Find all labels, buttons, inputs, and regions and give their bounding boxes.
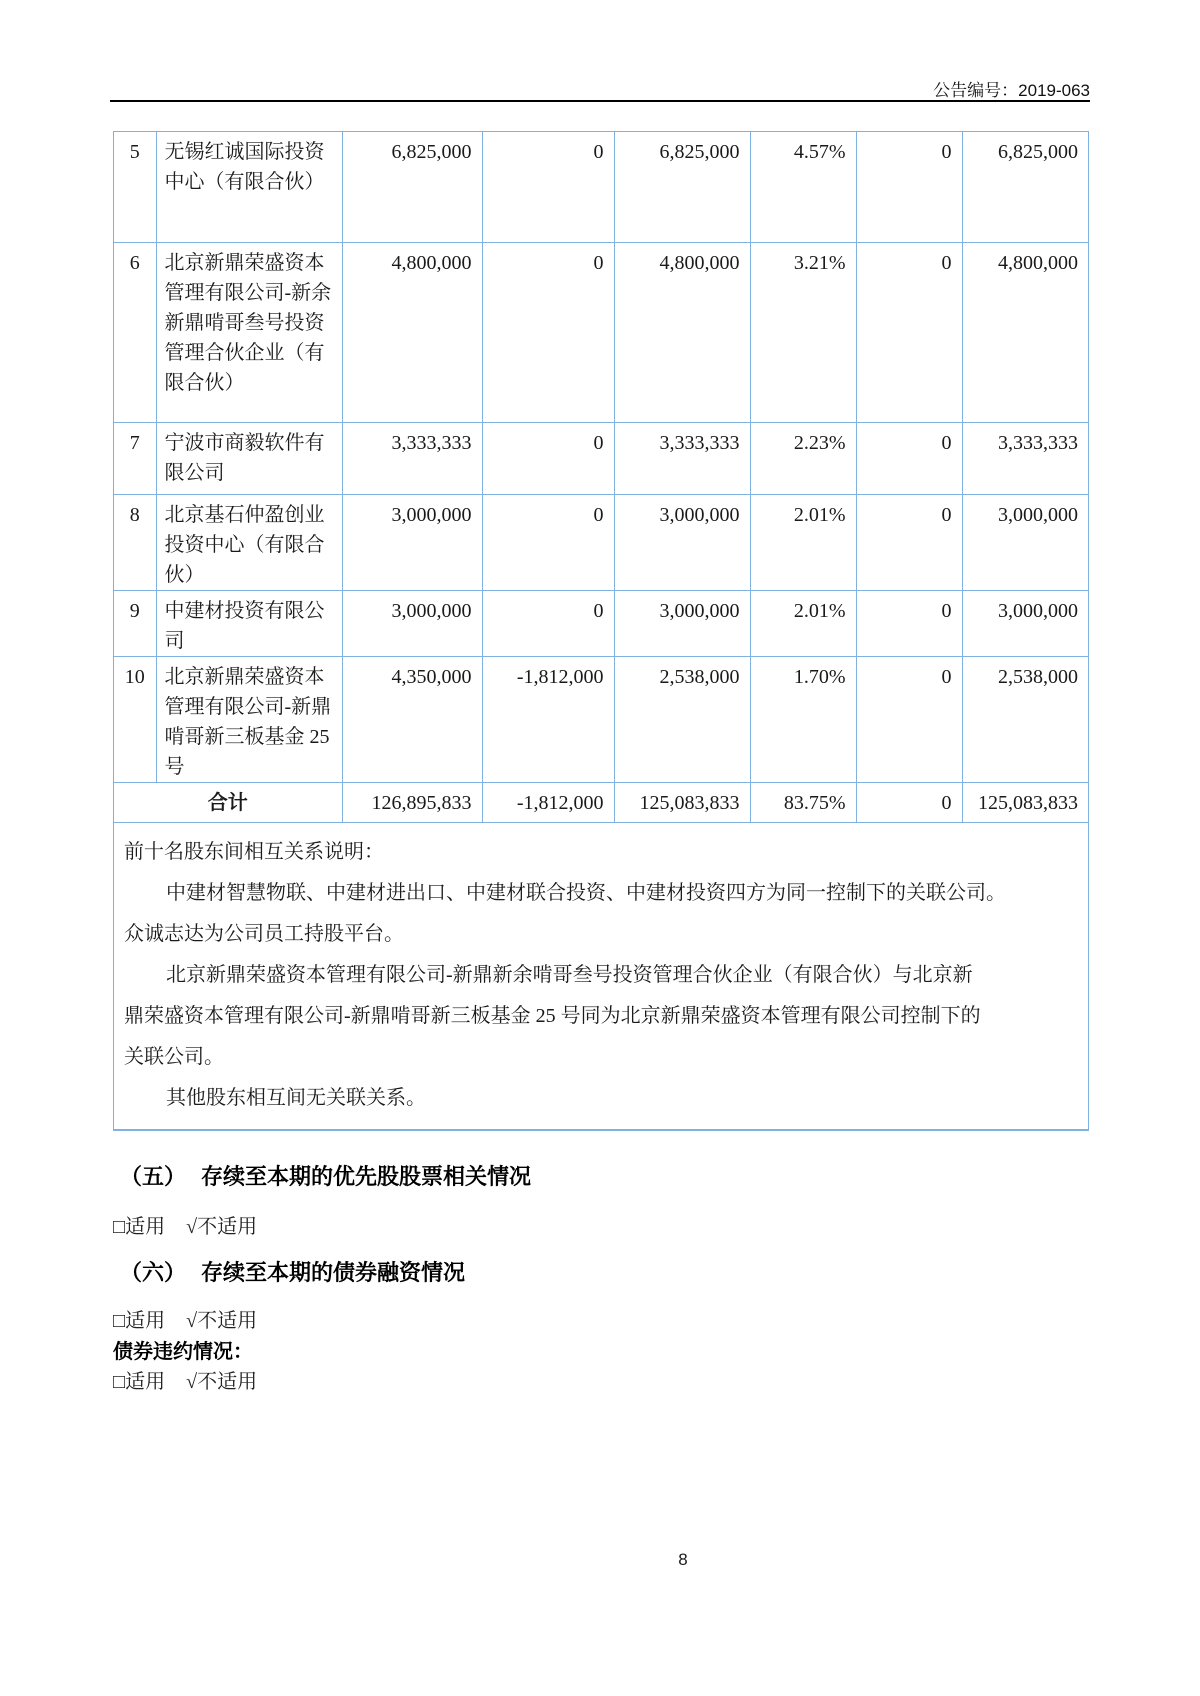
value-cell: 3,000,000 <box>342 494 482 590</box>
row-number-cell: 10 <box>114 656 156 782</box>
value-cell: 3,000,000 <box>962 494 1088 590</box>
value-cell: 4,800,000 <box>962 242 1088 422</box>
table-row <box>114 656 1088 782</box>
table-row <box>114 242 1088 422</box>
total-value-cell: 125,083,833 <box>962 782 1088 822</box>
section-number: （六） <box>120 1260 187 1285</box>
value-cell: 4,800,000 <box>614 242 750 422</box>
applicable-checkbox-label: □适用 <box>113 1216 166 1238</box>
value-cell: 2,538,000 <box>962 656 1088 782</box>
ratio-cell: 1.70% <box>750 656 856 782</box>
table-row <box>114 422 1088 494</box>
section-heading-bond-financing <box>120 1256 465 1287</box>
row-number-cell: 7 <box>114 422 156 494</box>
shareholder-table <box>114 132 1088 823</box>
ratio-cell: 2.01% <box>750 590 856 656</box>
value-cell: 0 <box>856 494 962 590</box>
total-row <box>114 782 1088 822</box>
value-cell: 0 <box>856 242 962 422</box>
bond-default-label <box>113 1335 253 1364</box>
value-cell: 6,825,000 <box>342 132 482 242</box>
applicability-line <box>113 1365 257 1394</box>
value-cell: 4,800,000 <box>342 242 482 422</box>
value-cell: 0 <box>856 422 962 494</box>
value-cell: -1,812,000 <box>482 656 614 782</box>
value-cell: 0 <box>856 656 962 782</box>
notes-title: 前十名股东间相互关系说明： <box>124 840 384 863</box>
shareholder-name-cell: 北京新鼎荣盛资本管理有限公司-新余新鼎啃哥叁号投资管理合伙企业（有限合伙） <box>156 242 342 422</box>
not-applicable-checked-label: √不适用 <box>186 1371 258 1393</box>
value-cell: 3,333,333 <box>962 422 1088 494</box>
bond-default-label-text: 债券违约情况： <box>113 1341 253 1363</box>
total-value-cell: 126,895,833 <box>342 782 482 822</box>
ratio-cell: 3.21% <box>750 242 856 422</box>
notes-line: 众诚志达为公司员工持股平台。 <box>124 922 404 945</box>
total-value-cell: 0 <box>856 782 962 822</box>
section-heading-preferred-shares <box>120 1160 531 1191</box>
applicability-line <box>113 1304 257 1333</box>
total-ratio-cell: 83.75% <box>750 782 856 822</box>
row-number-cell: 5 <box>114 132 156 242</box>
shareholder-name-cell: 北京基石仲盈创业投资中心（有限合伙） <box>156 494 342 590</box>
notes-line: 中建材智慧物联、中建材进出口、中建材联合投资、中建材投资四方为同一控制下的关联公司。 <box>166 881 1006 904</box>
notes-line: 关联公司。 <box>124 1045 224 1068</box>
value-cell: 4,350,000 <box>342 656 482 782</box>
shareholder-name-cell: 中建材投资有限公司 <box>156 590 342 656</box>
total-label-cell: 合计 <box>114 782 342 822</box>
value-cell: 3,000,000 <box>614 590 750 656</box>
shareholder-name-cell: 宁波市商毅软件有限公司 <box>156 422 342 494</box>
ratio-cell: 2.23% <box>750 422 856 494</box>
value-cell: 0 <box>856 590 962 656</box>
row-number-cell: 8 <box>114 494 156 590</box>
applicable-checkbox-label: □适用 <box>113 1371 166 1393</box>
value-cell: 0 <box>482 132 614 242</box>
notes-line: 鼎荣盛资本管理有限公司-新鼎啃哥新三板基金 25 号同为北京新鼎荣盛资本管理有限公司控制下的 <box>124 1004 981 1027</box>
relationship-notes <box>114 823 1088 1129</box>
ratio-cell: 2.01% <box>750 494 856 590</box>
value-cell: 6,825,000 <box>962 132 1088 242</box>
notes-line: 北京新鼎荣盛资本管理有限公司-新鼎新余啃哥叁号投资管理合伙企业（有限合伙）与北京新 <box>166 963 973 986</box>
value-cell: 0 <box>482 422 614 494</box>
value-cell: 0 <box>482 590 614 656</box>
announcement-number <box>113 76 1090 101</box>
ratio-cell: 4.57% <box>750 132 856 242</box>
shareholder-name-cell: 无锡红诚国际投资中心（有限合伙） <box>156 132 342 242</box>
value-cell: 0 <box>482 494 614 590</box>
value-cell: 0 <box>856 132 962 242</box>
page-number-text: 8 <box>678 1550 688 1569</box>
applicability-line <box>113 1210 257 1239</box>
value-cell: 3,000,000 <box>962 590 1088 656</box>
value-cell: 0 <box>482 242 614 422</box>
value-cell: 3,333,333 <box>342 422 482 494</box>
table-row <box>114 590 1088 656</box>
notes-line: 其他股东相互间无关联关系。 <box>166 1086 426 1109</box>
table-row <box>114 132 1088 242</box>
row-number-cell: 9 <box>114 590 156 656</box>
value-cell: 3,333,333 <box>614 422 750 494</box>
section-title: 存续至本期的优先股股票相关情况 <box>201 1164 532 1189</box>
value-cell: 2,538,000 <box>614 656 750 782</box>
header-divider <box>110 100 1090 102</box>
announcement-number-text: 公告编号：2019-063 <box>933 81 1090 100</box>
row-number-cell: 6 <box>114 242 156 422</box>
total-value-cell: -1,812,000 <box>482 782 614 822</box>
applicable-checkbox-label: □适用 <box>113 1310 166 1332</box>
section-number: （五） <box>120 1164 187 1189</box>
not-applicable-checked-label: √不适用 <box>186 1310 258 1332</box>
section-title: 存续至本期的债券融资情况 <box>201 1260 466 1285</box>
total-value-cell: 125,083,833 <box>614 782 750 822</box>
shareholder-table-box <box>113 131 1089 1131</box>
table-row <box>114 494 1088 590</box>
page-number <box>633 1550 733 1570</box>
value-cell: 3,000,000 <box>614 494 750 590</box>
value-cell: 3,000,000 <box>342 590 482 656</box>
shareholder-name-cell: 北京新鼎荣盛资本管理有限公司-新鼎啃哥新三板基金 25 号 <box>156 656 342 782</box>
value-cell: 6,825,000 <box>614 132 750 242</box>
not-applicable-checked-label: √不适用 <box>186 1216 258 1238</box>
